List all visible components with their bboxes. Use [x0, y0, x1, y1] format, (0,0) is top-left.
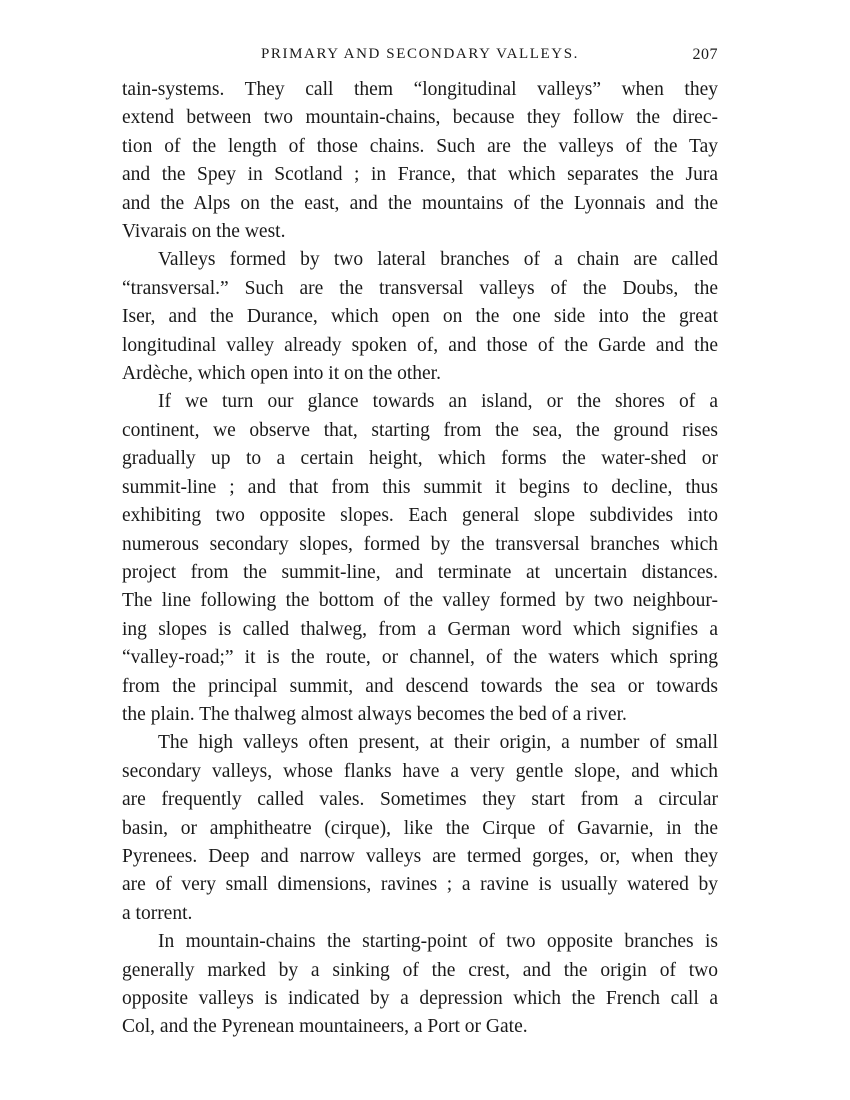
text-line: Valleys formed by two lateral branches of a chain are called: [158, 249, 718, 271]
text-line: generally marked by a sinking of the crest, and the origin of two: [122, 959, 718, 981]
running-title: PRIMARY AND SECONDARY VALLEYS.: [260, 46, 580, 62]
text-line: opposite valleys is indicated by a depression which the French call a: [122, 988, 718, 1009]
text-line: The line following the bottom of the valley formed by two neighbour-: [122, 590, 718, 612]
paragraph: [122, 928, 718, 1042]
paragraph: [122, 246, 718, 388]
body-text: [122, 76, 718, 1042]
page-number: 207: [692, 46, 718, 63]
text-line: “valley-road;” it is the route, or channel, of the waters which spring: [122, 647, 718, 669]
text-line: Iser, and the Durance, which open on the one side into the great: [122, 306, 718, 328]
text-line: summit-line ; and that from this summit it begins to decline, thus: [122, 476, 718, 498]
text-line: exhibiting two opposite slopes. Each general slope subdivides into: [122, 505, 718, 527]
text-line: and the Alps on the east, and the mountains of the Lyonnais and the: [122, 192, 718, 214]
book-page: [122, 40, 718, 1042]
text-line: a torrent.: [122, 902, 193, 924]
text-line: Ardèche, which open into it on the other.: [122, 363, 441, 385]
text-line: continent, we observe that, starting from the sea, the ground rises: [122, 419, 718, 441]
text-line: the plain. The thalweg almost always becomes the bed of a river.: [122, 703, 627, 725]
paragraph: [122, 729, 718, 928]
running-head: [122, 40, 718, 70]
text-line: secondary valleys, whose flanks have a very gentle slope, and which: [122, 760, 718, 782]
text-line: and the Spey in Scotland ; in France, that which separates the Jura: [122, 164, 718, 186]
text-line: from the principal summit, and descend towards the sea or towards: [122, 675, 718, 697]
text-line: If we turn our glance towards an island, or the shores of a: [158, 391, 718, 413]
text-line: tain-systems. They call them “longitudinal valleys” when they: [122, 79, 718, 100]
text-line: are frequently called vales. Sometimes they start from a circular: [122, 789, 718, 811]
text-line: numerous secondary slopes, formed by the transversal branches which: [122, 533, 718, 555]
paragraph: [122, 388, 718, 729]
text-line: Vivarais on the west.: [122, 221, 286, 243]
text-line: gradually up to a certain height, which forms the water-shed or: [122, 448, 718, 470]
text-line: “transversal.” Such are the transversal valleys of the Doubs, the: [122, 277, 718, 299]
text-line: The high valleys often present, at their origin, a number of small: [158, 732, 718, 754]
text-line: are of very small dimensions, ravines ; a ravine is usually watered by: [122, 874, 718, 896]
text-line: tion of the length of those chains. Such are the valleys of the Tay: [122, 135, 718, 157]
text-line: longitudinal valley already spoken of, and those of the Garde and the: [122, 334, 718, 356]
text-line: basin, or amphitheatre (cirque), like the Cirque of Gavarnie, in the: [122, 817, 718, 839]
text-line: extend between two mountain-chains, because they follow the direc-: [122, 107, 718, 129]
text-line: In mountain-chains the starting-point of two opposite branches is: [158, 931, 718, 953]
paragraph: [122, 76, 718, 246]
text-line: Pyrenees. Deep and narrow valleys are termed gorges, or, when they: [122, 845, 718, 867]
text-line: project from the summit-line, and terminate at uncertain distances.: [122, 561, 718, 583]
text-line: ing slopes is called thalweg, from a German word which signifies a: [122, 618, 718, 640]
text-line: Col, and the Pyrenean mountaineers, a Port or Gate.: [122, 1016, 528, 1038]
